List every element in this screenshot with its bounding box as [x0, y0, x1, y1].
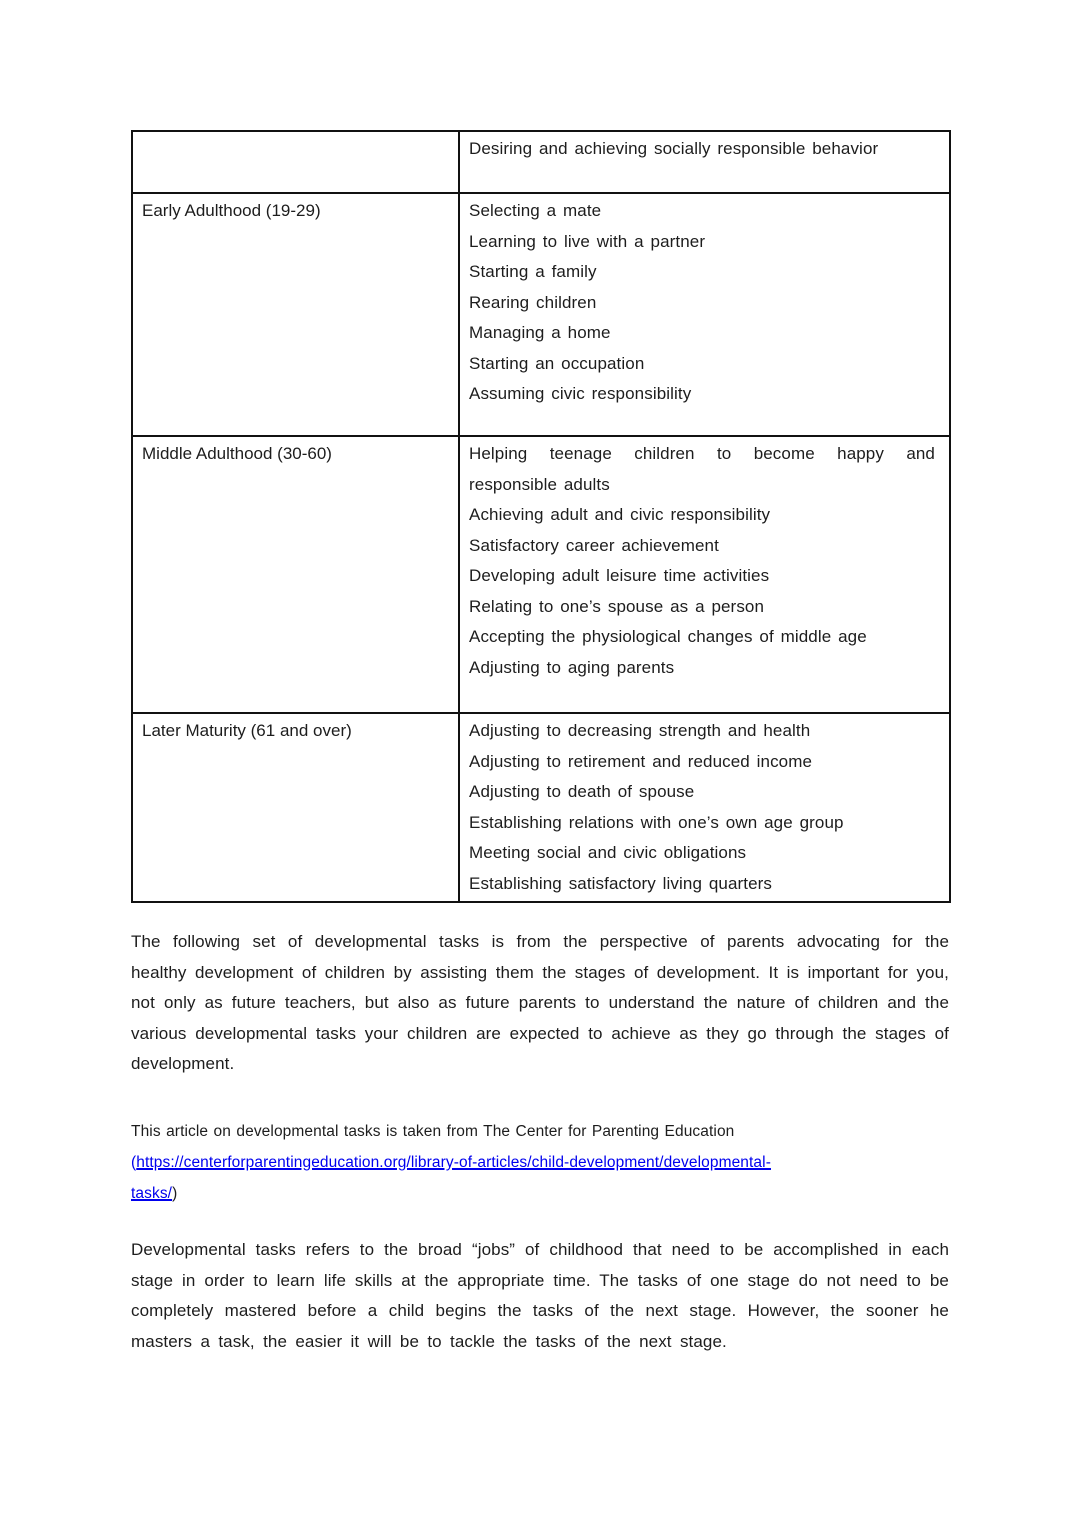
task-item: Establishing satisfactory living quarters: [469, 873, 773, 893]
link-close-paren: ): [172, 1184, 178, 1202]
task-item: Meeting social and civic obligations: [469, 843, 747, 862]
source-note-paragraph: [131, 1116, 949, 1209]
stage-label: Later Maturity (61 and over): [142, 721, 352, 740]
table-row: [132, 436, 950, 713]
task-item: Managing a home: [469, 323, 611, 342]
task-item: Adjusting to death of spouse: [469, 782, 695, 801]
task-item: Establishing relations with one’s own age group: [469, 812, 844, 832]
task-item: Starting an occupation: [469, 353, 645, 373]
stage-cell: [132, 193, 459, 436]
table-row: [132, 713, 950, 902]
task-item: Learning to live with a partner: [469, 231, 706, 251]
stage-label: Early Adulthood (19-29): [142, 201, 321, 220]
table-row: [132, 193, 950, 436]
stage-cell: [132, 131, 459, 193]
task-item: Selecting a mate: [469, 201, 602, 220]
tasks-cell: [459, 193, 950, 436]
task-item: Achieving adult and civic responsibility: [469, 505, 771, 524]
definition-paragraph: Developmental tasks refers to the broad “jobs” of childhood that need to be accomplished in each stage in order to learn life skills at the appropriate time. The tasks of one stage do not need to be completely mastered before a child begins the tasks of the next stage. However, the sooner he masters a task, the easier it will be to tackle the tasks of the next stage.: [131, 1239, 949, 1351]
task-item: Relating to one’s spouse as a person: [469, 596, 765, 616]
task-item: Adjusting to decreasing strength and health: [469, 721, 811, 740]
task-item: Helping teenage children to become happy and responsible adults: [469, 444, 935, 494]
source-link[interactable]: [131, 1154, 771, 1202]
task-item: Developing adult leisure time activities: [469, 566, 770, 585]
task-item: Adjusting to retirement and reduced income: [469, 751, 813, 771]
task-item: Starting a family: [469, 262, 597, 281]
table-row: [132, 131, 950, 193]
tasks-cell: [459, 713, 950, 902]
tasks-cell: [459, 436, 950, 713]
stage-cell: [132, 713, 459, 902]
task-item: Adjusting to aging parents: [469, 657, 675, 677]
stage-label: Middle Adulthood (30-60): [142, 444, 332, 463]
source-link-line2: tasks/: [131, 1184, 173, 1202]
developmental-tasks-table: [131, 130, 951, 903]
stage-cell: [132, 436, 459, 713]
task-item: Satisfactory career achievement: [469, 535, 719, 555]
tasks-cell: [459, 131, 950, 193]
intro-paragraph: The following set of developmental tasks is from the perspective of parents advocating for the healthy development of children by assisting them the stages of development. It is important for you, not only as future teachers, but also as future parents to understand the nature of children and the various developmental tasks your children are expected to achieve as they go through the stages of development.: [131, 932, 949, 1074]
document-content: [131, 130, 949, 1357]
task-item: Rearing children: [469, 292, 597, 312]
link-open-paren: (: [131, 1153, 137, 1171]
source-link-line1: https://centerforparentingeducation.org/library-of-articles/child-development/developmental-: [136, 1153, 771, 1171]
task-item: Assuming civic responsibility: [469, 384, 692, 403]
task-item: Accepting the physiological changes of middle age: [469, 627, 867, 646]
task-item: Desiring and achieving socially responsible behavior: [469, 139, 879, 158]
source-note-text: This article on developmental tasks is taken from The Center for Parenting Education: [131, 1122, 735, 1140]
